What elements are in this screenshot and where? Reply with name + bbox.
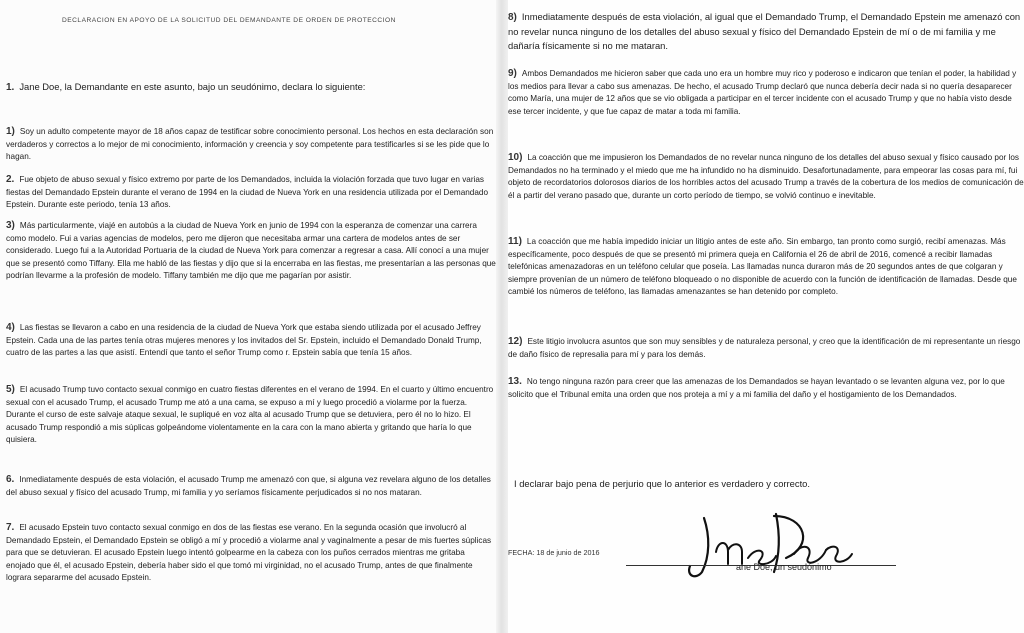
paragraph-12: [508, 336, 1024, 361]
paragraph-13: [508, 376, 1024, 401]
right-page: [508, 0, 1024, 633]
paragraph-number: 12): [508, 336, 523, 347]
paragraph-number: 2.: [6, 174, 15, 185]
paragraph-8: [508, 10, 1024, 54]
perjury-declaration: I declarar bajo pena de perjurio que lo anterior es verdadero y correcto.: [514, 478, 811, 489]
paragraph-6: [6, 474, 496, 499]
handwritten-signature: [676, 506, 856, 586]
paragraph-number: 13.: [508, 376, 522, 387]
paragraph-2: [6, 174, 496, 212]
paragraph-text: Soy un adulto competente mayor de 18 años capaz de testificar sobre conocimiento personal. Los hechos en esta declaración son verdaderos y correctos a lo mejor de mi conocimiento, información y creencia y soy competente para testificarles si se les pide que lo hagan.: [6, 127, 494, 161]
paragraph-text: El acusado Trump tuvo contacto sexual conmigo en cuatro fiestas diferentes en el verano de 1994. En el cuarto y último encuentro sexual con el acusado Trump, el acusado Trump me ató a una cama, se expuso a mí y luego procedió a violarme por la fuerza. Durante el curso de este salvaje ataque sexual, le supliqué en voz alta al acusado Trump que se detuviera, pero él no lo hizo. El acusado Trump respondió a mis súplicas golpeándome violentamente en la cara con la mano abierta y gritando que haría lo que quisiera.: [6, 385, 494, 444]
paragraph-text: Este litigio involucra asuntos que son muy sensibles y de naturaleza personal, y creo que la identificación de mi representante un riesgo de daño físico de represalia para mí y para los demás.: [508, 337, 1021, 359]
intro-paragraph: [6, 80, 496, 95]
paragraph-number: 7.: [6, 522, 15, 533]
document-header: DECLARACIÓN EN APOYO DE LA SOLICITUD DEL DEMANDANTE DE ORDEN DE PROTECCIÓN: [62, 17, 396, 24]
signature-name: ane Doe, un seudónimo: [736, 562, 832, 572]
paragraph-number: 3): [6, 220, 15, 231]
paragraph-text: El acusado Epstein tuvo contacto sexual conmigo en dos de las fiestas ese verano. En la segunda ocasión que involucró al Demandado Epstein, el Demandado Epstein se obligó a mí y procedió a violarme anal y vaginalmente a pesar de mis fuertes súplicas para que se detuvieran. El acusado Epstein luego intentó golpearme en la cabeza con los puños cerrados mientras me gritaba enojado que él, el acusado Epstein, debería haber sido el que tomó mi virginidad, no el acusado Trump, antes de que finalmente lograra separarme del acusado Epstein.: [6, 523, 492, 582]
paragraph-number: 8): [508, 12, 517, 23]
paragraph-text: Fue objeto de abuso sexual y físico extremo por parte de los Demandados, incluida la violación forzada que tuvo lugar en varias fiestas del Demandado Epstein durante el verano de 1994 en la ciudad de Nueva York en una residencia utilizada por el Demandado Epstein. Durante este periodo, tenía 13 años.: [6, 175, 489, 209]
paragraph-text: La coacción que me había impedido iniciar un litigio antes de este año. Sin embargo, tan pronto como surgió, recibí amenazas. Más específicamente, poco después de que se presentó mi primera queja en California el 26 de abril de 2016, comencé a recibir llamadas telefónicas amenazadoras en un teléfono celular que poseía. Las llamadas nunca duraron más de 20 segundos antes de que colgaran y siempre provenían de un número de teléfono bloqueado o no disponible de acuerdo con la función de identificación de llamadas. Desde que cambié los números de teléfono, las llamadas amenazantes se han detenido por completo.: [508, 237, 1017, 296]
paragraph-10: [508, 152, 1024, 202]
paragraph-1: [6, 126, 496, 164]
paragraph-number: 10): [508, 152, 523, 163]
paragraph-7: [6, 522, 496, 585]
paragraph-number: 1.: [6, 82, 15, 93]
paragraph-text: Las fiestas se llevaron a cabo en una residencia de la ciudad de Nueva York que estaba siendo utilizada por el acusado Jeffrey Epstein. Cada una de las partes tenía otras mujeres menores y los invitados del Sr. Epstein, incluido el Demandado Donald Trump, cuatro de las partes a las que asistí. Entendí que tanto el señor Trump como r. Epstein sabía que tenía 15 años.: [6, 323, 482, 357]
paragraph-9: [508, 68, 1024, 118]
paragraph-text: Ambos Demandados me hicieron saber que cada uno era un hombre muy rico y poderoso e indicaron que tenían el poder, la habilidad y los medios para llevar a cabo sus amenazas. De hecho, el acusado Trump declaró que nunca debería decir nada si no quería desaparecer como María, una mujer de 12 años que se vio obligada a participar en el tercer incidente con el acusado Trump y que no había visto desde ese tercer incidente, y que fue capaz de matar a toda mi familia.: [508, 69, 1017, 116]
paragraph-4: [6, 322, 496, 360]
paragraph-3: [6, 220, 496, 283]
paragraph-text: Jane Doe, la Demandante en este asunto, bajo un seudónimo, declara lo siguiente:: [19, 81, 366, 92]
paragraph-number: 1): [6, 126, 15, 137]
paragraph-text: Inmediatamente después de esta violación, al igual que el Demandado Trump, el Demandado Epstein me amenazó con no revelar nunca ninguno de los detalles del abuso sexual y físico del Demandado Epstein de mí o de mi familia y me dañaría físicamente si no me mataran.: [508, 11, 1021, 51]
page-fold: [496, 0, 508, 633]
left-page: [0, 0, 496, 633]
paragraph-5: [6, 384, 496, 447]
signature-date: FECHA: 18 de junio de 2016: [508, 548, 600, 557]
paragraph-text: Más particularmente, viajé en autobús a la ciudad de Nueva York en junio de 1994 con la esperanza de comenzar una carrera como modelo. Fui a varias agencias de modelos, pero me dijeron que necesitaba armar una cartera de modelos antes de ser considerado. Luego fui a la Autoridad Portuaria de la ciudad de Nueva York para comenzar a regresar a casa. Allí conocí a una mujer que se presentó como Tiffany. Ella me habló de las fiestas y dijo que si la encerraba en las fiestas, me presentarían a las personas que podrían llevarme a la profesión de modelo. Tiffany también me dijo que me pagarían por asistir.: [6, 221, 496, 280]
paragraph-text: La coacción que me impusieron los Demandados de no revelar nunca ninguno de los detalles del abuso sexual y físico causado por los Demandados no ha terminado y el miedo que me ha infundido no ha disminuido. Desafortunadamente, para empeorar las cosas para mí, fui objeto de recordatorios dolorosos diarios de los horribles actos del acusado Trump a través de la cobertura de los medios de comunicación de él a partir del verano pasado que, durante un corto período de tiempo, se volvió continuo e inevitable.: [508, 153, 1024, 200]
paragraph-number: 9): [508, 68, 517, 79]
paragraph-number: 6.: [6, 474, 15, 485]
paragraph-text: Inmediatamente después de esta violación, el acusado Trump me amenazó con que, si alguna vez revelara alguno de los detalles del abuso sexual y físico del acusado Trump, mi familia y yo seríamos físicamente perjudicados si no nos mataran.: [6, 475, 491, 497]
paragraph-11: [508, 236, 1024, 299]
paragraph-number: 4): [6, 322, 15, 333]
paragraph-number: 5): [6, 384, 15, 395]
paragraph-number: 11): [508, 236, 522, 247]
paragraph-text: No tengo ninguna razón para creer que las amenazas de los Demandados se hayan levantado o se levanten alguna vez, por lo que solicito que el Tribunal emita una orden que nos proteja a mí y a mi familia del daño y el hostigamiento de los Demandados.: [508, 377, 1005, 399]
